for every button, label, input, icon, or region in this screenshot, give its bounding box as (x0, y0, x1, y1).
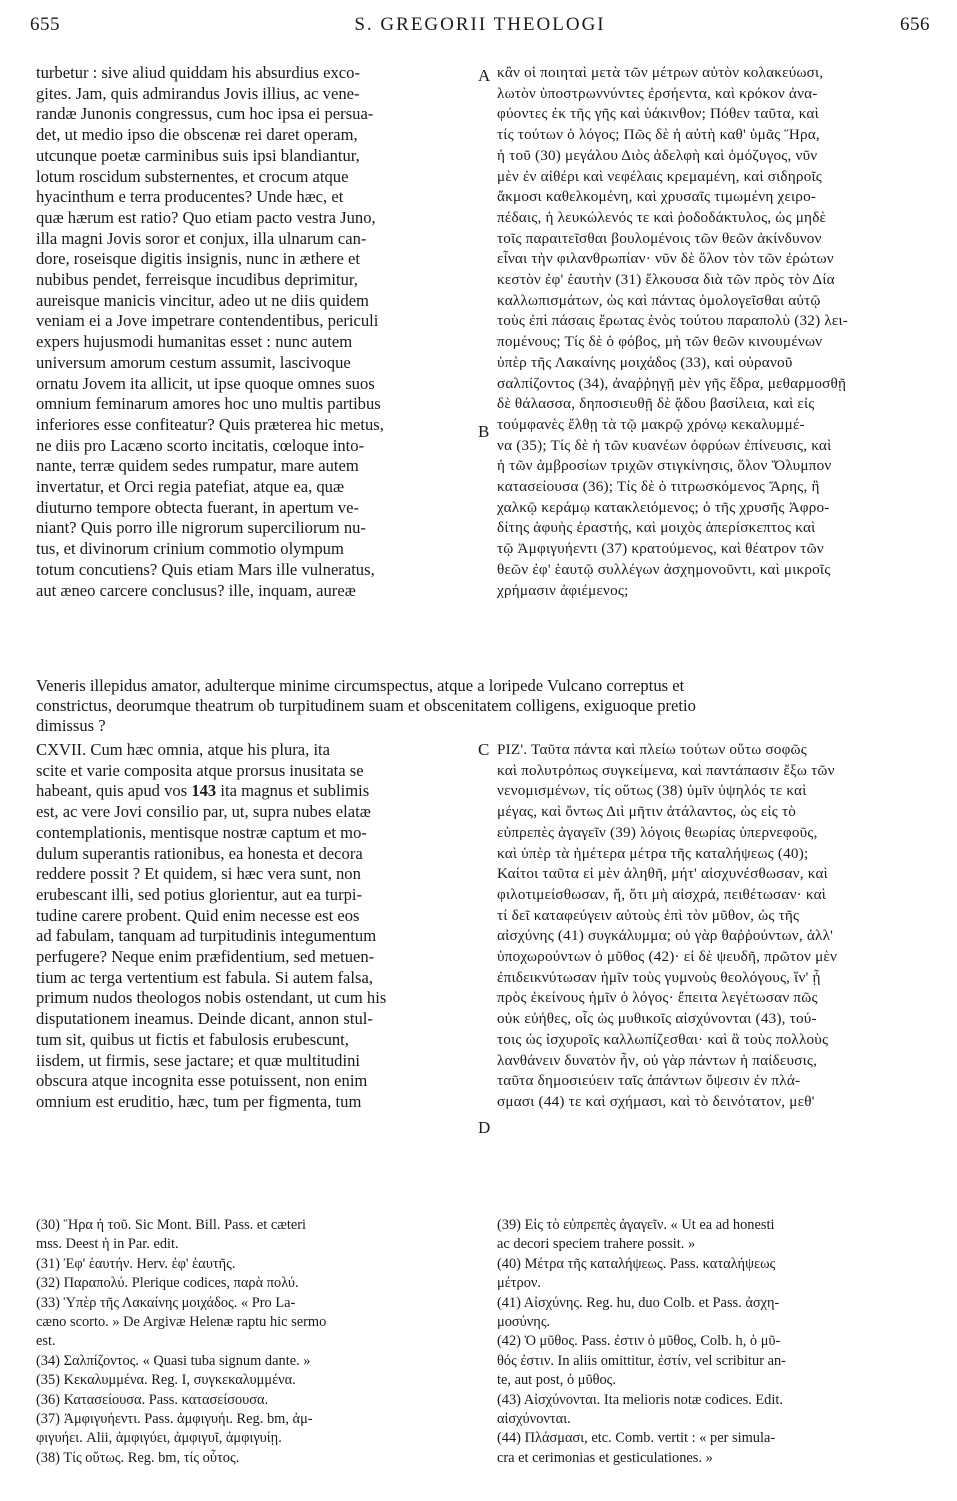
greek-line: λωτὸν ὑποστρωννύντες ἐρσήεντα, καὶ κρόκον ἀνα- (497, 84, 818, 102)
footnote-line: θός ἐστιν. In aliis omittitur, ἐστίν, vel scribitur an- (497, 1352, 786, 1369)
latin-line: inferiores esse confiteatur? Quis præterea hic metus, (36, 414, 384, 434)
latin-line: diuturno tempore obtecta fuerant, in apertum ve- (36, 497, 359, 517)
latin-line: nante, terræ quidem sedes rumpatur, mare autem (36, 456, 359, 476)
latin-line: tium ac terga vertentium est fabula. Si autem falsa, (36, 967, 373, 987)
latin-line: turbetur : sive aliud quiddam his absurdius exco- (36, 63, 360, 82)
latin-line: nubibus pendet, ferreisque incudibus deprimitur, (36, 270, 358, 290)
footnote-line: (33) Ὑπὲρ τῆς Λακαίνης μοιχάδος. « Pro La- (36, 1294, 296, 1311)
greek-line: αἰσχύνης (41) συγκάλυμμα; οὐ γὰρ θαῤῥούντων, ἀλλ' (497, 927, 834, 945)
latin-line: dimissus ? (36, 716, 106, 735)
greek-line: κατασείουσα (36); Τίς δὲ ὁ τιτρωσκόμενος Ἄρης, ἢ (497, 478, 820, 496)
latin-line: expers hujusmodi humanitas esset : nunc autem (36, 332, 353, 352)
footnote-line: (44) Πλάσμασι, etc. Comb. vertit : « per simula- (497, 1430, 776, 1447)
latin-line: perfugere? Neque enim præfidentium, sed metuen- (36, 947, 375, 967)
latin-line: reddere possit ? Et quidem, si hæc vera sunt, non (36, 864, 361, 884)
footnote-line: (31) Ἐφ' ἑαυτήν. Herv. ἐφ' ἑαυτῆς. (36, 1255, 236, 1272)
latin-line: dulum superantis rationibus, ea honesta et decora (36, 843, 363, 863)
greek-line: ΡΙΖ'. Ταῦτα πάντα καὶ πλείω τούτων οὕτω σοφῶς (497, 741, 807, 758)
latin-line: disputationem ineamus. Deinde dicant, annon stul- (36, 1009, 373, 1029)
latin-line: lotum roscidum substernentes, et crocum atque (36, 166, 349, 186)
greek-line: τί δεῖ καταφεύγειν αὐτοὺς ἐπὶ τὸν μῦθον, ὡς τῆς (497, 906, 800, 924)
greek-line: τῷ Ἀμφιγυήεντι (37) κρατούμενος, καὶ θέατρον τῶν (497, 540, 824, 558)
greek-line: τίς τούτων ὁ λόγος; Πῶς δὲ ἡ αὐτὴ καθ' ὑμᾶς Ἥρα, (497, 126, 820, 144)
latin-line: tudine carere probent. Quid enim necesse est eos (36, 905, 360, 925)
latin-full-width-continuation (36, 676, 936, 736)
greek-line: ἡ τοῦ (30) μεγάλου Διὸς ἀδελφὴ καὶ ὁμόζυγος, νῦν (497, 146, 818, 164)
footnotes-left (36, 1216, 476, 1468)
greek-line: χρήμασιν ἀφιέμενος; (497, 581, 629, 599)
running-title: S. GREGORII THEOLOGI (354, 14, 606, 35)
greek-line: μέγας, καὶ ὄντως Διὶ μῆτιν ἀτάλαντος, ὡς εἰς τὸ (497, 803, 797, 821)
latin-line: iisdem, ut firmis, sese jactare; et quæ multitudini (36, 1050, 360, 1070)
greek-line: ἄκμοσι καθελκομένη, καὶ χρυσαῖς τιμωμένη χειρο- (497, 188, 817, 206)
latin-line: det, ut medio ipso die obscenæ rei daret operam, (36, 125, 358, 145)
footnote-line: (34) Σαλπίζοντος. « Quasi tuba signum dante. » (36, 1352, 311, 1369)
latin-line: Veneris illepidus amator, adulterque minime circumspectus, atque a loripede Vulcano correptus et (36, 676, 685, 695)
greek-line: κἂν οἱ ποιηταὶ μετὰ τῶν μέτρων αὐτὸν κολακεύωσι, (497, 64, 824, 81)
latin-line: universum amorum cestum assumit, lascivoque (36, 352, 351, 372)
greek-line: οὐκ εὐήθες, οἷς ὡς μυθικοῖς αἰσχύνονται (43), τού- (497, 1010, 817, 1028)
greek-line: σαλπίζοντος (34), ἀναῤῥηγῇ μὲν γῆς ἕδρα, μεθαρμοσθῇ (497, 374, 847, 392)
footnote-line: (32) Παραπολύ. Plerique codices, παρὰ πολύ. (36, 1275, 299, 1292)
latin-line: tum sit, quibus ut fictis et fabulosis erubescunt, (36, 1029, 349, 1049)
footnote-line: μοσύνης. (497, 1314, 551, 1331)
page-number-left: 655 (30, 14, 60, 35)
greek-line: καλλωπισμάτων, ὡς καὶ πάντας ὁμολογεῖσθαι αὐτῷ (497, 291, 821, 309)
latin-line: quæ hærum est ratio? Quo etiam pacto vestra Juno, (36, 207, 376, 227)
greek-line: θεῶν ἐφ' ἑαυτῷ συλλέγων ἀσχημονοῦντι, καὶ μικροῖς (497, 560, 831, 578)
latin-line: omnium feminarum amores hoc uno multis partibus (36, 394, 381, 414)
greek-line: φιλοτιμείσθωσαν, ἤ, ὅτι μὴ αἰσχρά, πειθέτωσαν· καὶ (497, 885, 827, 903)
page-number-right: 656 (900, 14, 930, 35)
column-number-marker: 143 (191, 781, 217, 801)
greek-line: λανθάνειν δυνατὸν ἦν, οὐ γὰρ πάντων ἡ παίδευσις, (497, 1051, 818, 1069)
latin-line: ad fabulam, tanquam ad turpitudinis integumentum (36, 926, 377, 946)
latin-line: obscura atque incognita esse potuissent, non enim (36, 1071, 368, 1091)
latin-line: hyacinthum e terra producentes? Unde hæc, et (36, 187, 344, 207)
latin-line: veniam ei a Jove impetrare contendentibus, periculi (36, 311, 379, 331)
latin-line: aut æneo carcere conclusus? ille, inquam, aureæ (36, 580, 356, 600)
latin-line: totum concutiens? Quis etiam Mars ille vulneratus, (36, 559, 375, 579)
section-marker-a: A (478, 66, 491, 85)
latin-line: ornatu Jovem ita allicit, ut ipse quoque omnes suos (36, 373, 375, 393)
greek-line: χαλκῷ κεράμῳ κατακλειόμενος; ὁ τῆς χρυσῆς Ἀφρο- (497, 498, 830, 516)
footnote-line: μέτρον. (497, 1275, 542, 1292)
greek-line: φύοντες ἐκ τῆς γῆς καὶ ὑάκινθον; Πόθεν ταῦτα, καὶ (497, 105, 819, 123)
footnote-line: (40) Μέτρα τῆς καταλήψεως. Pass. καταλήψεως (497, 1255, 776, 1272)
greek-line: τοῖς παραιτεῖσθαι βουλομένοις τῶν θεῶν ἀκίνδυνον (497, 229, 822, 247)
page-header (30, 14, 930, 40)
greek-line: καὶ ὑπὲρ τὰ ἡμέτερα μέτρα τῆς καταλήψεως (40); (497, 844, 809, 862)
footnote-line: (36) Κατασείουσα. Pass. κατασείσουσα. (36, 1391, 269, 1408)
footnote-line: te, aut post, ὁ μῦθος. (497, 1372, 616, 1389)
greek-line: δὲ θάλασσα, δηποσιευθῇ δὲ ᾅδου βασίλεια, καὶ εἰς (497, 395, 815, 413)
greek-line: καὶ πολυτρόπως συγκείμενα, καὶ παντάπασιν ἔξω τῶν (497, 761, 835, 779)
greek-line: μὲν ἐν αἰθέρι καὶ νεφέλαις κρεμαμένη, καὶ σιδηροῖς (497, 167, 822, 185)
latin-line: erubescant illi, sed potius glorientur, aut ea turpi- (36, 884, 363, 904)
footnote-line: (39) Εἰς τὸ εὐπρεπὲς ἀγαγεῖν. « Ut ea ad honesti (497, 1217, 775, 1233)
greek-line: ταῦτα δημοσιεύειν ταῖς ἁπάντων ὄψεσιν ἐν πλά- (497, 1072, 801, 1090)
latin-line: habeant, quis apud vos 143 ita magnus et sublimis (36, 781, 370, 801)
latin-line: constrictus, deorumque theatrum ob turpitudinem suam et obscenitatem colligens, exiguoque pretio (36, 696, 696, 715)
latin-line: ne diis pro Lacæno scorto incitatis, cœloque into- (36, 435, 365, 455)
greek-line: τοις ὡς ἰσχυροῖς καλλωπίζεσθαι· καὶ ἃ τοὺς πολλοὺς (497, 1030, 829, 1048)
latin-line: omnium est eruditio, hæc, tum per figmenta, tum (36, 1091, 362, 1111)
footnote-line: (38) Τίς οὕτως. Reg. bm, τίς οὗτος. (36, 1449, 240, 1466)
latin-line: CXVII. Cum hæc omnia, atque his plura, ita (36, 740, 331, 759)
greek-line: ἐπιδεικνύτωσαν ἡμῖν τοὺς γυμνοὺς θεολόγους, ἵν' ᾖ (497, 968, 821, 986)
latin-line: niant? Quis porro ille nigrorum superciliorum nu- (36, 518, 366, 538)
latin-line: randæ Junonis congressus, cum hoc ipsa ei persua- (36, 104, 374, 124)
latin-column-bottom (36, 740, 472, 1113)
latin-line: invertatur, et Orci regia patefiat, atque ea, quæ (36, 477, 345, 497)
latin-column-top (36, 63, 472, 601)
section-marker-b: B (478, 422, 490, 441)
greek-line: Καίτοι ταῦτα εἰ μὲν ἀληθῆ, μήτ' αἰσχυνέσθωσαν, καὶ (497, 865, 828, 883)
greek-line: ἡ τῶν ἀμβροσίων τριχῶν στιγκίνησις, ὅλον Ὄλυμπον (497, 457, 832, 475)
footnote-line: φιγυήει. Alii, ἀμφιγύει, ἀμφιγυῖ, ἀμφιγυίῃ. (36, 1430, 282, 1447)
footnote-line: est. (36, 1333, 56, 1350)
footnote-line: ac decori speciem trahere possit. » (497, 1236, 696, 1253)
greek-line: πρὸς ἐκείνους ἡμῖν ὁ λόγος· ἔπειτα λεγέτωσαν πῶς (497, 989, 818, 1007)
section-marker-d: D (478, 1118, 491, 1137)
latin-line: contemplationis, mentisque nostræ captum et mo- (36, 822, 367, 842)
latin-line: gites. Jam, quis admirandus Jovis illius, ac vene- (36, 83, 360, 103)
greek-line: σμασι (44) τε καὶ σχήμασι, καὶ τὸ δεινότατον, μεθ' (497, 1092, 815, 1110)
greek-line: εὐπρεπὲς ἀγαγεῖν (39) λόγοις θεωρίας ὑπερνεφοῦς, (497, 823, 818, 841)
footnote-line: mss. Deest ἡ in Par. edit. (36, 1236, 179, 1253)
footnote-line: (41) Αἰσχύνης. Reg. hu, duo Colb. et Pass. ἀσχη- (497, 1294, 780, 1311)
greek-column-bottom (497, 740, 937, 1113)
greek-line: ὑποχωρούντων ὁ μῦθος (42)· εἰ δὲ ψευδῆ, πρῶτον μὲν (497, 948, 838, 966)
footnote-line: cæno scorto. » De Argivæ Helenæ raptu hic sermo (36, 1314, 327, 1331)
greek-line: να (35); Τίς δὲ ἡ τῶν κυανέων ὀφρύων ἐπίνευσις, καὶ (497, 436, 832, 454)
footnote-line: (35) Κεκαλυμμένα. Reg. I, συγκεκαλυμμένα. (36, 1372, 296, 1389)
greek-line: πομένους; Τίς δὲ ὁ φόβος, μὴ τῶν θεῶν κινουμένων (497, 333, 823, 351)
greek-line: πέδαις, ἡ λευκώλενός τε καὶ ῥοδοδάκτυλος, ὡς μηδὲ (497, 208, 827, 226)
footnote-line: (30) Ἥρα ἡ τοῦ. Sic Mont. Bill. Pass. et cæteri (36, 1217, 307, 1233)
latin-line: est, ac vere Jovi consilio par, ut, supra nubes elatæ (36, 802, 371, 822)
latin-line: dore, roseisque digitis insignis, nunc in æthere et (36, 249, 360, 269)
greek-line: νενομισμένων, τίς οὕτως (38) ὑμῖν ὑψηλός τε καὶ (497, 782, 807, 800)
greek-line: εἶναι τὴν φιλανθρωπίαν· νῦν δὲ ὅλον τὸν τῶν ἐρώτων (497, 250, 834, 268)
latin-line: utcunque poetæ carminibus suis ipsi blandiantur, (36, 145, 360, 165)
latin-line: illa magni Jovis soror et conjux, illa ulnarum can- (36, 228, 367, 248)
footnote-line: (42) Ὁ μῦθος. Pass. ἐστιν ὁ μῦθος, Colb. h, ὁ μῦ- (497, 1333, 781, 1350)
latin-line: aureisque manicis vincitur, adeo ut ne diis quidem (36, 290, 369, 310)
greek-column-top (497, 63, 937, 601)
footnote-line: (43) Αἰσχύνονται. Ita melioris notæ codices. Edit. (497, 1391, 783, 1408)
greek-line: ὑπὲρ τῆς Λακαίνης μοιχάδος (33), καὶ οὐρανοῦ (497, 353, 793, 371)
latin-line: tus, et divinorum crinium commotio olympum (36, 539, 344, 559)
greek-line: τούμφανὲς ἔλθῃ τὰ τῷ μακρῷ χρόνῳ κεκαλυμμέ- (497, 415, 805, 433)
latin-line: scite et varie composita atque prorsus inusitata se (36, 760, 364, 780)
footnote-line: αἰσχύνονται. (497, 1411, 571, 1428)
greek-line: τοὺς ἐπὶ πάσαις ἔρωτας ἑνὸς τούτου παραπολὺ (32) λει- (497, 312, 849, 330)
greek-line: δίτης ἀφυὴς ἐραστής, καὶ μοιχὸς ἀπερίσκεπτος καὶ (497, 519, 816, 537)
latin-line: primum nudos theologos nobis ostendant, ut cum his (36, 988, 387, 1008)
footnotes-right (497, 1216, 937, 1468)
greek-line: κεστὸν ἐφ' ἑαυτὴν (31) ἕλκουσα διὰ τῶν πρὸς τὸν Δία (497, 271, 835, 289)
footnote-line: (37) Ἀμφιγυήεντι. Pass. ἀμφιγυήι. Reg. bm, ἀμ- (36, 1411, 313, 1428)
footnote-line: cra et cerimonias et gesticulationes. » (497, 1449, 713, 1466)
section-marker-c: C (478, 740, 490, 759)
